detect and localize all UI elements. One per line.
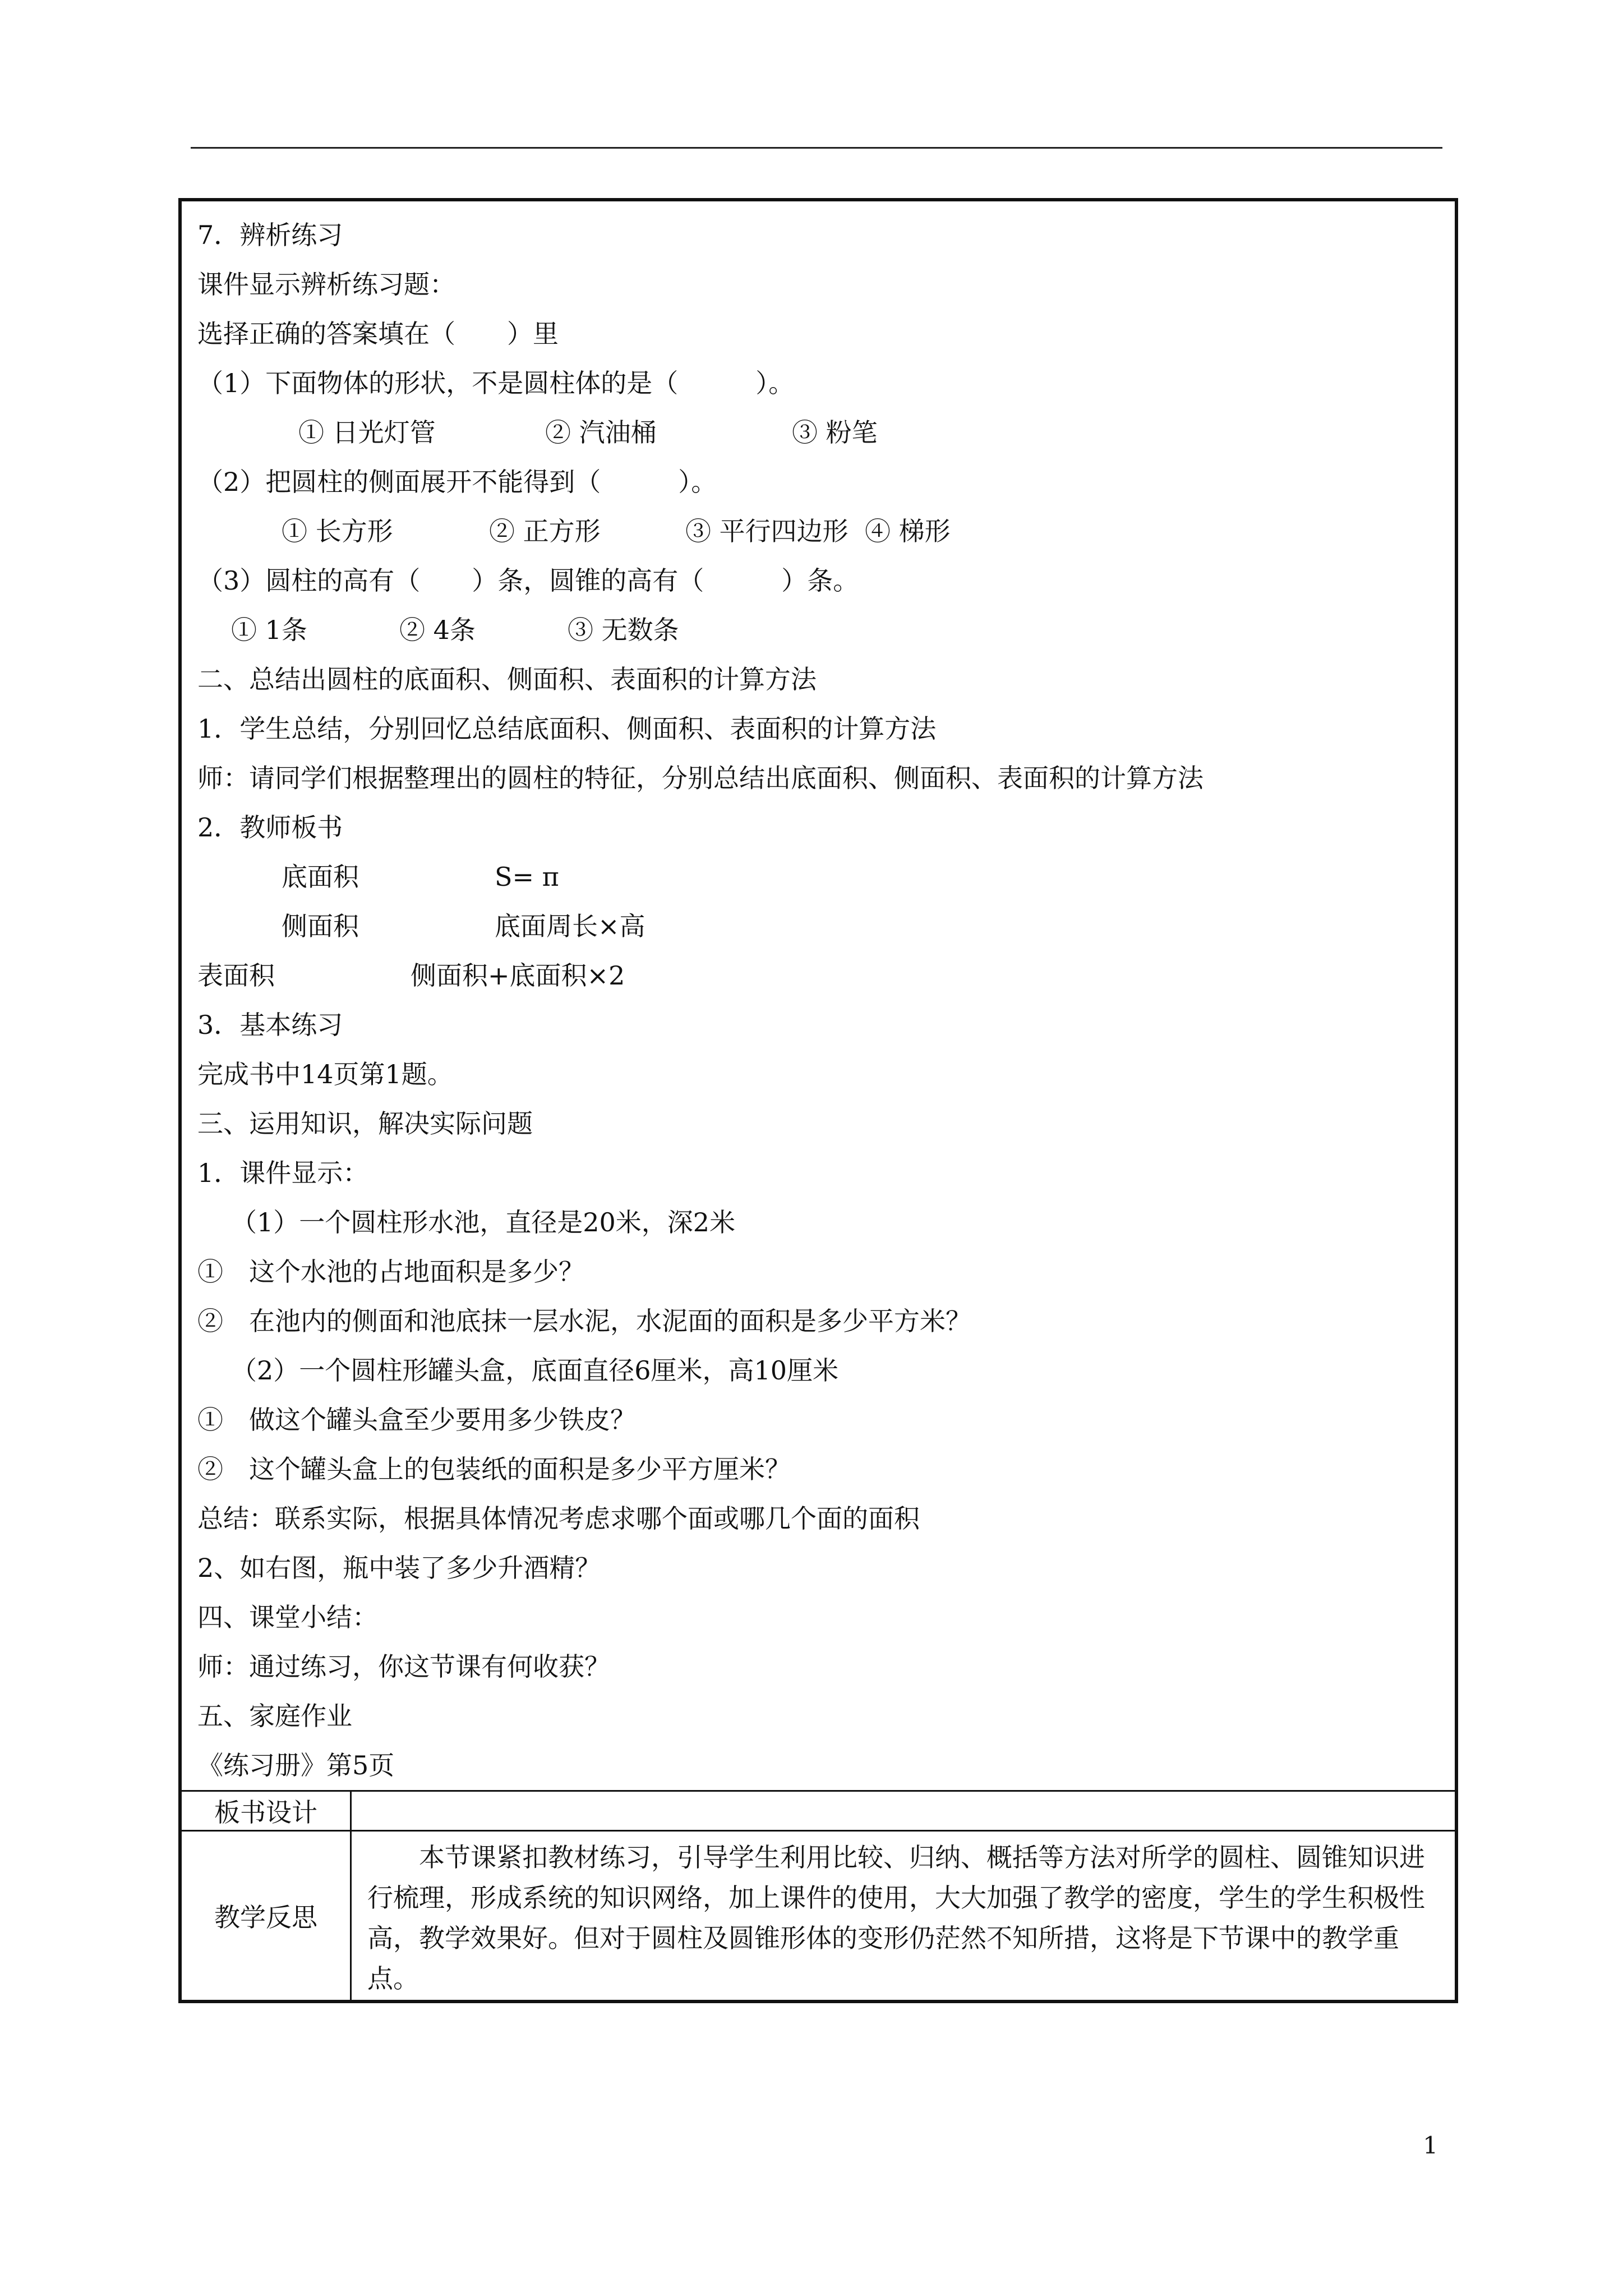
content-line	[197, 655, 1439, 704]
line-text: （2）一个圆柱形罐头盒，底面直径6厘米，高10厘米	[231, 1355, 839, 1386]
content-line	[197, 457, 1439, 507]
line-text: 三、运用知识，解决实际问题	[197, 1108, 533, 1139]
content-line	[197, 753, 1439, 803]
content-line	[197, 358, 1439, 408]
content-line	[197, 704, 1439, 753]
line-text: 2、如右图，瓶中装了多少升酒精？	[197, 1553, 601, 1583]
lesson-table	[178, 198, 1458, 2003]
board-design-label: 板书设计	[182, 1792, 352, 1830]
reflection-text: 本节课紧扣教材练习，引导学生利用比较、归纳、概括等方法对所学的圆柱、圆锥知识进行梳理，形成系统的知识网络，加上课件的使用，大大加强了教学的密度，学生的学生积极性高，教学效果好。但对于圆柱及圆锥形体的变形仍茫然不知所措，这将是下节课中的教学重点。	[367, 1842, 1425, 1994]
line-text: ① 做这个罐头盒至少要用多少铁皮？	[197, 1405, 636, 1435]
line-text: 1．学生总结，分别回忆总结底面积、侧面积、表面积的计算方法	[197, 714, 937, 744]
line-segment: ② 汽油桶	[545, 417, 657, 448]
content-line	[197, 1494, 1439, 1543]
line-text: ② 在池内的侧面和池底抹一层水泥，水泥面的面积是多少平方米？	[197, 1306, 971, 1336]
header-rule	[191, 147, 1442, 149]
line-text: 师：通过练习，你这节课有何收获？	[197, 1651, 610, 1682]
line-text: 总结：联系实际，根据具体情况考虑求哪个面或哪几个面的面积	[197, 1503, 920, 1534]
line-text: 四、课堂小结：	[197, 1602, 378, 1632]
content-line	[197, 1000, 1439, 1050]
line-text: 2．教师板书	[197, 812, 343, 843]
line-segment: ① 日光灯管	[298, 417, 436, 448]
content-line	[197, 1247, 1439, 1296]
line-segment: ③ 粉笔	[792, 417, 878, 448]
content-line	[197, 260, 1439, 309]
line-segment: ③ 无数条	[568, 615, 679, 645]
line-text: 师：请同学们根据整理出的圆柱的特征，分别总结出底面积、侧面积、表面积的计算方法	[197, 763, 1204, 793]
line-segment: 表面积	[197, 960, 275, 991]
line-text: （3）圆柱的高有（ ）条，圆锥的高有（ ）条。	[197, 565, 859, 596]
content-line	[197, 1395, 1439, 1444]
content-line	[197, 1543, 1439, 1593]
line-text: 二、总结出圆柱的底面积、侧面积、表面积的计算方法	[197, 664, 817, 694]
line-segment: ② 正方形	[489, 516, 601, 546]
line-text: 《练习册》第5页	[197, 1750, 395, 1780]
content-line	[197, 210, 1439, 260]
line-segment: ③ 平行四边形	[685, 516, 849, 546]
content-line	[197, 507, 1439, 556]
line-segment: ① 长方形	[282, 516, 393, 546]
content-line	[197, 1198, 1439, 1247]
line-segment: ② 4条	[399, 615, 476, 645]
content-line	[197, 408, 1439, 457]
content-line	[197, 1642, 1439, 1691]
content-line	[197, 951, 1439, 1000]
line-text: 1．课件显示：	[197, 1158, 369, 1188]
line-segment: 侧面积+底面积×2	[411, 960, 625, 991]
line-segment: ④ 梯形	[865, 516, 951, 546]
line-text: 选择正确的答案填在（ ）里	[197, 319, 559, 349]
content-line	[197, 556, 1439, 605]
line-text: 完成书中14页第1题。	[197, 1059, 453, 1089]
content-line	[197, 1691, 1439, 1741]
content-line	[197, 1296, 1439, 1346]
line-text: （2）把圆柱的侧面展开不能得到（ ）。	[197, 467, 717, 497]
reflection-label: 教学反思	[182, 1832, 352, 2000]
board-design-row	[182, 1792, 1455, 1832]
line-text: ② 这个罐头盒上的包装纸的面积是多少平方厘米？	[197, 1454, 791, 1484]
line-segment: ① 1条	[231, 615, 307, 645]
line-text: 五、家庭作业	[197, 1701, 352, 1731]
lesson-content	[182, 201, 1455, 1792]
content-line	[197, 1444, 1439, 1494]
reflection-row	[182, 1832, 1455, 2000]
content-line	[197, 1346, 1439, 1395]
line-segment: S= π	[495, 862, 559, 892]
line-text: ① 这个水池的占地面积是多少？	[197, 1257, 584, 1287]
line-segment: 底面周长×高	[495, 911, 645, 941]
line-text: （1）下面物体的形状，不是圆柱体的是（ ）。	[197, 368, 795, 398]
content-line	[197, 901, 1439, 951]
line-text: 7．辨析练习	[197, 220, 343, 250]
content-line	[197, 1099, 1439, 1148]
line-text: 课件显示辨析练习题：	[197, 269, 455, 300]
content-line	[197, 1148, 1439, 1198]
line-segment: 底面积	[282, 862, 359, 892]
content-line	[197, 852, 1439, 901]
line-text: 3．基本练习	[197, 1010, 343, 1040]
reflection-content	[352, 1832, 1455, 2000]
content-line	[197, 1050, 1439, 1099]
content-line	[197, 309, 1439, 358]
line-text: （1）一个圆柱形水池，直径是20米，深2米	[231, 1207, 736, 1237]
content-line	[197, 605, 1439, 655]
page-number: 1	[1423, 2132, 1438, 2159]
board-design-content	[352, 1792, 1455, 1830]
content-line	[197, 1593, 1439, 1642]
content-line	[197, 803, 1439, 852]
line-segment: 侧面积	[282, 911, 359, 941]
content-line	[197, 1741, 1439, 1790]
